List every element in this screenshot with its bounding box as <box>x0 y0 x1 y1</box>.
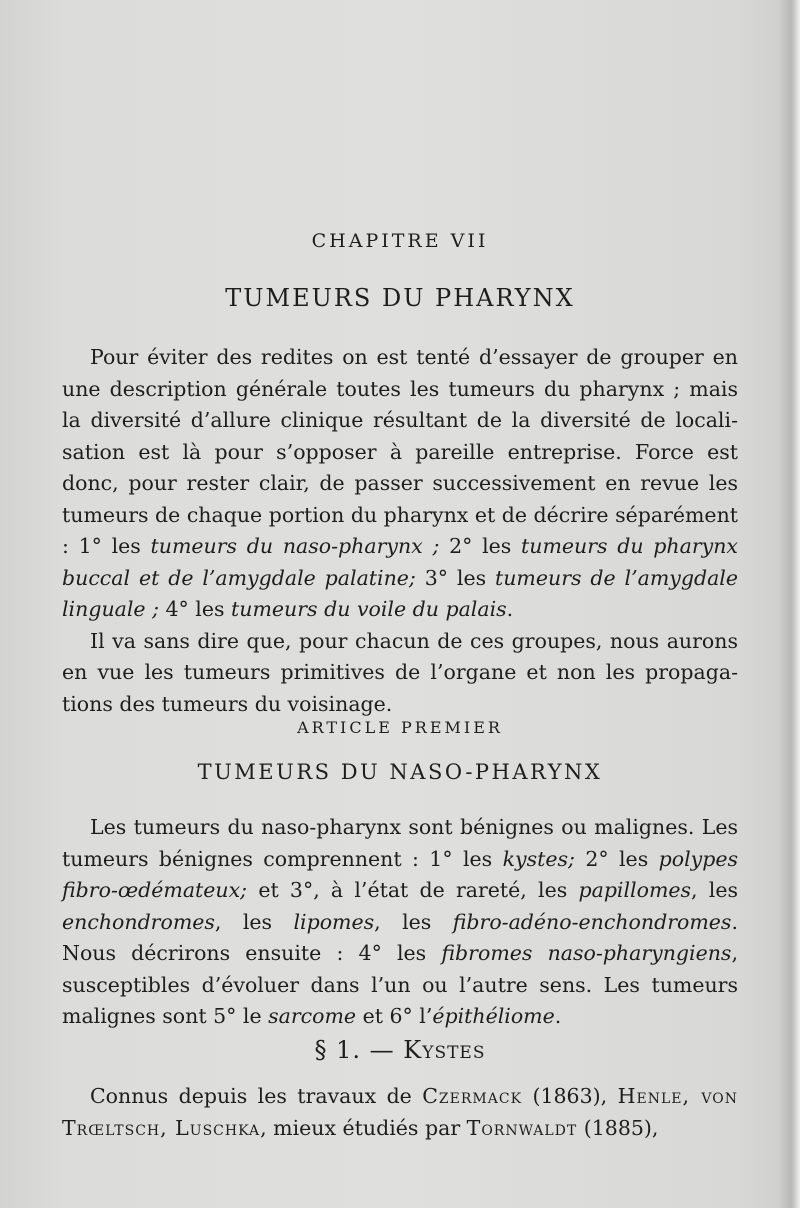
paragraph-kystes <box>62 1081 738 1144</box>
paragraph-3 <box>62 812 738 1033</box>
p1-italic-4: tumeurs du voile du palais <box>231 597 507 621</box>
section-heading: § 1. — Kystes <box>314 1036 486 1064</box>
p3-text-c: et 3°, à l’état de rareté, les <box>247 878 579 902</box>
article-heading: ARTICLE PREMIER <box>297 718 503 737</box>
p1-text-b: 2° les <box>439 534 521 558</box>
p3-text-h: , susceptibles d’évoluer dans l’un ou l’autre sens. Les tumeurs malignes sont 5° le <box>62 941 738 1028</box>
p3-text-g: . Nous décrirons ensuite : 4° les <box>62 909 738 965</box>
p3-italic-5: lipomes <box>293 909 375 934</box>
p4-text-b: (1863), <box>522 1084 618 1108</box>
p3-text-a: Les tumeurs du naso-pharynx sont bénignes ou malignes. Les tumeurs bénignes comprennent : 1° les <box>62 815 738 871</box>
paragraph-intro <box>62 342 738 720</box>
p3-text-b: 2° les <box>574 846 659 871</box>
article-title: TUMEURS DU NASO-PHARYNX <box>197 760 603 784</box>
chapter-title: TUMEURS DU PHARYNX <box>225 284 575 312</box>
paragraph-2: Il va sans dire que, pour chacun de ces groupes, nous aurons en vue les tumeurs primitives de l’organe et non les propagations des tumeurs du voisinage. <box>62 628 738 716</box>
p4-text-a: Connus depuis les travaux de <box>90 1084 423 1108</box>
chapter-heading: CHAPITRE VII <box>311 230 489 252</box>
paragraph-naso-pharynx <box>62 812 738 1033</box>
p1-italic-3: tumeurs de l’amygdale linguale ; <box>62 565 738 621</box>
p1-italic-1: tumeurs du naso-pharynx ; <box>150 534 440 558</box>
p3-text-f: , les <box>374 909 453 934</box>
p3-text-j: et 6° l’ <box>356 1004 433 1028</box>
page-edge-shadow <box>778 0 800 1208</box>
p4-text-d: (1885), <box>577 1115 659 1140</box>
paragraph-1 <box>62 342 738 626</box>
p3-text-k: . <box>554 1004 562 1028</box>
p3-text-d: , les <box>691 878 738 902</box>
p1-text-a: Pour éviter des redites on est tenté d’essayer de grouper en une description générale toutes les tumeurs du pharynx ; mais la diversité d’allure clinique résultant de la diversité de localisation est là pour s’opposer à pareille entreprise. Force est donc, pour rester clair, de passer successivement en revue les tumeurs de chaque portion du pharynx et de décrire séparément : 1° les <box>62 345 739 558</box>
p1-italic-2: tumeurs du pharynx buccal et de l’amygdale palatine; <box>62 534 738 590</box>
p3-italic-6: fibro-adéno-enchondromes <box>452 909 732 934</box>
p1-text-e: . <box>506 597 514 621</box>
authors-henle-troeltsch-luschka: Henle, von Trœltsch, Luschka <box>62 1084 738 1140</box>
paragraph-4 <box>62 1081 738 1144</box>
p3-italic-4: enchondromes <box>62 909 215 934</box>
p3-italic-1: kystes; <box>502 846 575 871</box>
p4-text-c: , mieux étudiés par <box>260 1115 467 1140</box>
p1-text-d: 4° les <box>158 597 232 621</box>
p1-text-c: 3° les <box>415 565 495 590</box>
p3-italic-7: fibromes naso-pharyngiens <box>441 941 732 965</box>
author-czermack: Czermack <box>422 1084 523 1108</box>
p3-italic-3: papillomes <box>578 878 692 902</box>
p3-text-e: , les <box>214 909 294 934</box>
author-tornwaldt: Tornwaldt <box>466 1115 578 1140</box>
p3-italic-2: polypes fibro-œdémateux; <box>62 846 738 902</box>
p3-italic-8: sarcome <box>268 1004 357 1028</box>
p3-italic-9: épithéliome <box>432 1004 555 1028</box>
